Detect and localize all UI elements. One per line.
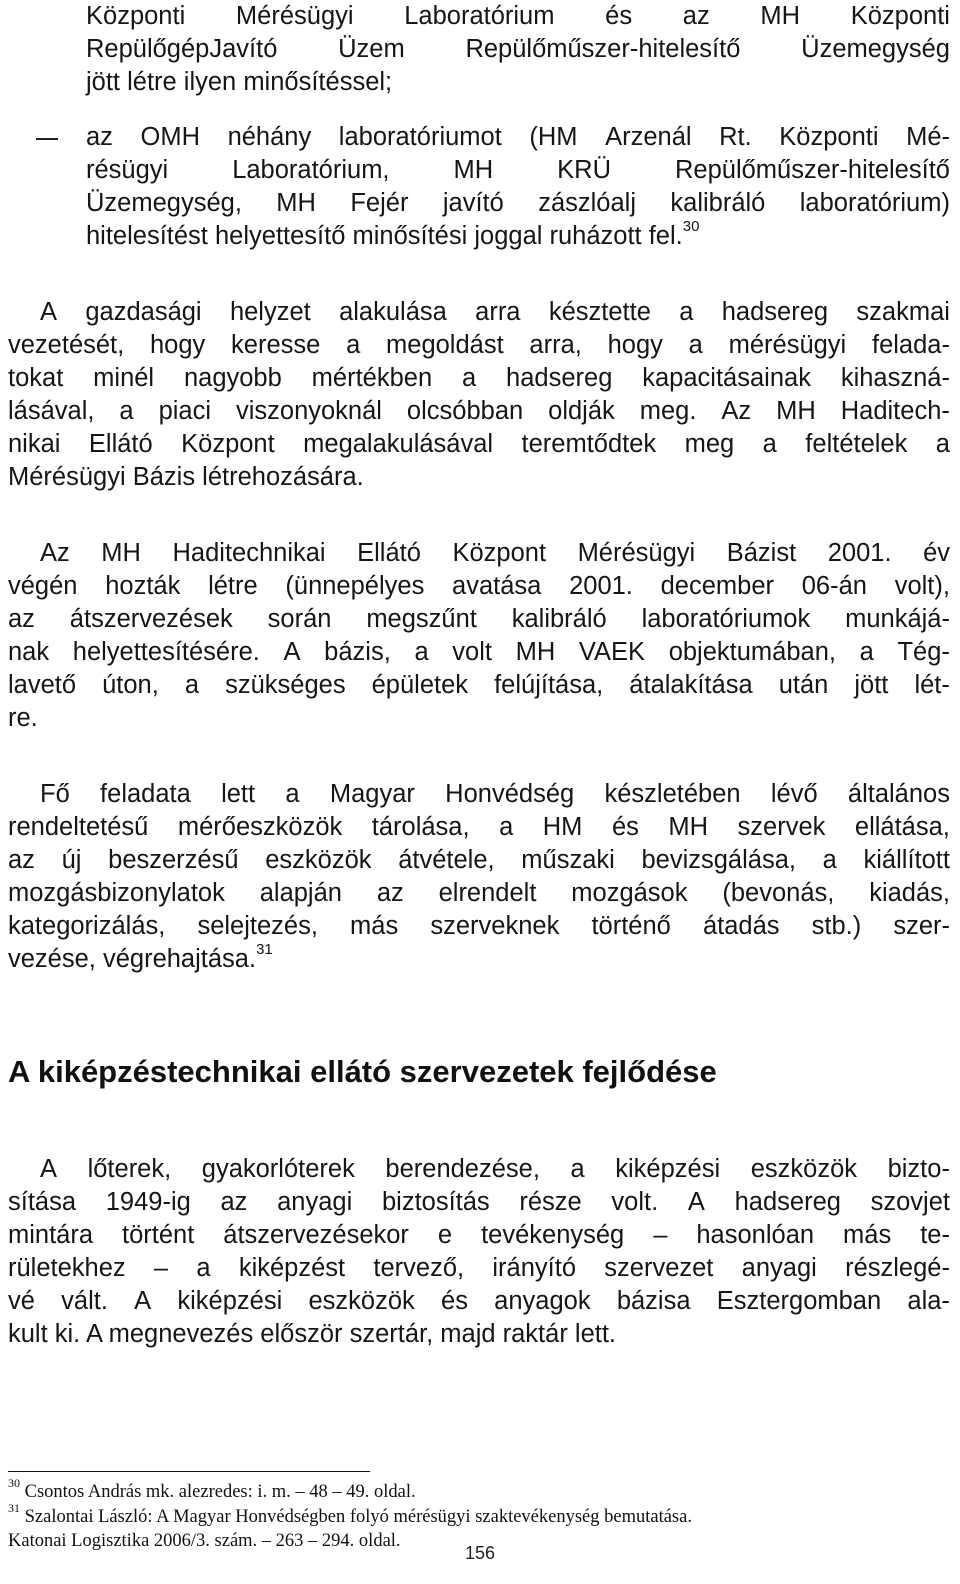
word: a [346, 331, 361, 359]
word: történő [591, 912, 671, 940]
word: épületek [371, 671, 469, 699]
word: Magyar [329, 780, 415, 808]
word: Központi [779, 123, 879, 151]
word: szervezet [604, 1254, 714, 1282]
word: helyettesítésére. [72, 638, 260, 666]
word: kiképzési [177, 1287, 283, 1315]
footnote-31 [8, 1500, 692, 1529]
word: Ellátó [88, 430, 153, 458]
text-line: kult ki. A megnevezés először szertár, majd raktár lett. [8, 1320, 617, 1348]
word: laboratórium) [799, 189, 950, 217]
word: HM [542, 813, 583, 841]
word: Mérésügyi [577, 539, 696, 567]
word: szükséges [225, 671, 346, 699]
word: úton, [102, 671, 159, 699]
word: Üzem [338, 35, 405, 63]
word: feltételek [805, 430, 908, 458]
word: (bevonás, [722, 879, 835, 907]
word: Üzemegység, [86, 189, 242, 217]
text-line [8, 395, 950, 428]
word: kalibráló [511, 605, 607, 633]
word: A [687, 1188, 705, 1216]
word: laboratóriumot [338, 123, 502, 151]
word: során [267, 605, 332, 633]
word: vezetését, [8, 331, 125, 359]
word: megoldást [386, 331, 504, 359]
text-line [8, 877, 950, 910]
text-line [8, 669, 950, 702]
word: bevizsgálása, [641, 846, 796, 874]
word: Központi [850, 2, 950, 30]
word: megalakulásával [303, 430, 494, 458]
word: tervező, [373, 1254, 465, 1282]
word: mérésügyi [728, 331, 847, 359]
word: Haditech- [840, 397, 950, 425]
word: Arzenál [605, 123, 692, 151]
word: szervek [737, 813, 826, 841]
word: volt [452, 638, 492, 666]
text-line [86, 33, 950, 66]
text-line [86, 187, 950, 220]
word: szerveknek [430, 912, 560, 940]
word: stb.) [811, 912, 862, 940]
word: MH [776, 397, 816, 425]
text-line [8, 811, 950, 844]
word: keresse [231, 331, 321, 359]
word: feladata [100, 780, 191, 808]
text-line [40, 1153, 950, 1186]
word: zászlóalj [538, 189, 636, 217]
word: lévő [770, 780, 818, 808]
text-line [40, 296, 950, 329]
word: az [376, 879, 404, 907]
word: hadsereg [734, 1188, 841, 1216]
text-line [8, 910, 950, 943]
word: sítása [8, 1188, 77, 1216]
word: kiadás, [869, 879, 950, 907]
word: Mérésügyi [235, 2, 354, 30]
word: biztosítás [381, 1188, 490, 1216]
text-line-content: hitelesítést helyettesítő minősítési joggal ruházott fel. [86, 222, 683, 250]
word: résügyi [86, 156, 169, 184]
word: Központi [86, 2, 186, 30]
word: munkájá- [845, 605, 950, 633]
word: a [859, 638, 874, 666]
word: Haditechnikai [172, 539, 326, 567]
word: MH [515, 638, 556, 666]
word: OMH [140, 123, 200, 151]
word: helyzet [229, 298, 311, 326]
word: az [682, 2, 710, 30]
footnote-number: 31 [8, 1500, 20, 1515]
word: hogy [607, 331, 663, 359]
word: 06-án [801, 572, 867, 600]
word: a [462, 364, 477, 392]
word: a [935, 430, 950, 458]
word: hadsereg [721, 298, 829, 326]
word: anyagok [494, 1287, 591, 1315]
word: Bázist [726, 539, 797, 567]
word: Központ [452, 539, 547, 567]
word: része [519, 1188, 582, 1216]
word: 2001. [569, 572, 633, 600]
footnote-text: Csontos András mk. alezredes: i. m. – 48 – 49. oldal. [24, 1482, 416, 1502]
list-dash-bullet [36, 138, 58, 140]
word: átadás [702, 912, 780, 940]
word: 2001. [827, 539, 892, 567]
word: készletében [604, 780, 741, 808]
text-line [8, 1252, 950, 1285]
word: rületekhez [8, 1254, 126, 1282]
word: Központ [181, 430, 275, 458]
text-line [8, 844, 950, 877]
word: A [134, 1287, 152, 1315]
word: új [61, 846, 82, 874]
word: a [285, 780, 300, 808]
word: a [184, 671, 200, 699]
text-line [86, 154, 950, 187]
word: viszonyoknál [235, 397, 382, 425]
word: a [679, 298, 694, 326]
word: eszközök [750, 1155, 858, 1183]
word: más [843, 1221, 892, 1249]
text-line [40, 778, 950, 811]
section-heading: A kiképzéstechnikai ellátó szervezetek fejlődése [8, 1054, 717, 1089]
word: kapacitásainak [642, 364, 811, 392]
text-line [8, 1219, 950, 1252]
word: mintára [8, 1221, 94, 1249]
word: laboratóriumok [641, 605, 811, 633]
word: Mé- [906, 123, 950, 151]
text-line [8, 570, 950, 603]
word: avatása [452, 572, 542, 600]
word: megszűnt [366, 605, 477, 633]
word: Esztergomban [716, 1287, 882, 1315]
text-line [8, 603, 950, 636]
word: rendeltetésű [8, 813, 149, 841]
word: a [499, 813, 514, 841]
word: Tég- [897, 638, 950, 666]
text-line [86, 121, 950, 154]
word: létre [208, 572, 258, 600]
word: az [86, 123, 113, 151]
word: a [762, 430, 777, 458]
word: tárolása, [371, 813, 470, 841]
word: – [653, 1221, 668, 1249]
word: A [283, 638, 301, 666]
footnote-31-continuation: Katonai Logisztika 2006/3. szám. – 263 – 294. oldal. [8, 1531, 401, 1551]
word: mértékben [311, 364, 433, 392]
word: VAEK [578, 638, 646, 666]
word: arra, [529, 331, 582, 359]
word: Repülőműszer-hitelesítő [465, 35, 741, 63]
word: általános [847, 780, 950, 808]
text-line [8, 940, 273, 976]
word: kalibráló [670, 189, 766, 217]
word: néhány [227, 123, 312, 151]
word: Honvédség [445, 780, 575, 808]
word: KRÜ [557, 156, 612, 184]
word: vált. [61, 1287, 108, 1315]
word: alapján [259, 879, 342, 907]
word: bázis, [324, 638, 391, 666]
text-line [86, 0, 950, 33]
word: szakmai [856, 298, 950, 326]
word: hozták [105, 572, 181, 600]
word: év [923, 539, 950, 567]
word: e [437, 1221, 453, 1249]
word: hogy [149, 331, 206, 359]
word: (HM [529, 123, 578, 151]
word: volt. [611, 1188, 659, 1216]
word: bizto- [887, 1155, 950, 1183]
word: MH [668, 813, 709, 841]
word: Üzemegység [801, 35, 950, 63]
word: átvétele, [398, 846, 495, 874]
text-line-content: vezése, végrehajtása. [8, 945, 257, 973]
word: irányító [492, 1254, 576, 1282]
word: Laboratórium [404, 2, 555, 30]
word: kiképzést [238, 1254, 346, 1282]
word: kihaszná- [840, 364, 950, 392]
word: történt [122, 1221, 195, 1249]
text-line [8, 636, 950, 669]
word: az [8, 846, 35, 874]
text-line [8, 329, 950, 362]
word: eszközök [265, 846, 372, 874]
word: – [153, 1254, 169, 1282]
word: elrendelt [438, 879, 537, 907]
word: kiképzési [615, 1155, 721, 1183]
footnote-number: 30 [8, 1475, 20, 1490]
word: nagyobb [183, 364, 282, 392]
word: meg [684, 430, 735, 458]
word: Laboratórium, [232, 156, 390, 184]
word: műszaki [521, 846, 615, 874]
word: a [822, 846, 837, 874]
word: minél [93, 364, 155, 392]
word: átalakítása [629, 671, 753, 699]
word: eszközök [308, 1287, 415, 1315]
word: és [605, 2, 633, 30]
word: szer- [893, 912, 950, 940]
word: hasonlóan [696, 1221, 815, 1249]
word: Ellátó [357, 539, 421, 567]
word: késztette [548, 298, 651, 326]
word: vé [8, 1287, 35, 1315]
word: jött [854, 671, 889, 699]
word: Fejér [350, 189, 409, 217]
footnote-text: Szalontai László: A Magyar Honvédségben folyó mérésügyi szaktevékenység bemutatása. [24, 1507, 692, 1527]
word: átszervezések [69, 605, 233, 633]
word: meg. [639, 397, 697, 425]
word: lőterek, [87, 1155, 172, 1183]
word: után [778, 671, 829, 699]
word: a [688, 331, 703, 359]
word: lett [221, 780, 256, 808]
text-line [8, 1186, 950, 1219]
word: berendezése, [385, 1155, 540, 1183]
word: MH [101, 539, 141, 567]
word: nak [8, 638, 50, 666]
word: gyakorlóterek [201, 1155, 355, 1183]
word: arra [475, 298, 521, 326]
word: lavető [8, 671, 77, 699]
word: MH [760, 2, 801, 30]
word: felada- [871, 331, 950, 359]
word: és [441, 1287, 468, 1315]
word: te- [920, 1221, 950, 1249]
word: 1949-ig [105, 1188, 191, 1216]
word: mozgásbizonylatok [8, 879, 225, 907]
word: olcsóbban [406, 397, 524, 425]
word: Az [721, 397, 752, 425]
word: Az [40, 539, 70, 567]
word: a [196, 1254, 211, 1282]
word: tokat [8, 364, 64, 392]
word: beszerzésű [108, 846, 239, 874]
text-line [8, 428, 950, 461]
text-line: re. [8, 704, 38, 732]
word: hadsereg [506, 364, 613, 392]
word: anyagi [741, 1254, 817, 1282]
word: Rt. [719, 123, 752, 151]
word: az [220, 1188, 248, 1216]
word: nikai [8, 430, 61, 458]
text-line [8, 362, 950, 395]
word: (ünnepélyes [285, 572, 425, 600]
word: anyagi [277, 1188, 353, 1216]
word: A [40, 298, 58, 326]
word: alakulása [339, 298, 447, 326]
word: teremtődtek [521, 430, 657, 458]
word: átszervezésekor [223, 1221, 409, 1249]
word: részlegé- [845, 1254, 950, 1282]
word: mozgások [571, 879, 688, 907]
word: kiállított [863, 846, 950, 874]
word: ellátása, [854, 813, 950, 841]
word: bázisa [616, 1287, 691, 1315]
text-line: jött létre ilyen minősítéssel; [86, 68, 393, 96]
word: javító [442, 189, 504, 217]
word: kategorizálás, [8, 912, 166, 940]
word: lásával, [8, 397, 95, 425]
word: piaci [158, 397, 212, 425]
word: objektumában, [668, 638, 836, 666]
text-line [40, 537, 950, 570]
word: Repülőműszer-hitelesítő [675, 156, 950, 184]
text-line [86, 217, 700, 253]
page-number: 156 [464, 1543, 496, 1563]
word: A [40, 1155, 58, 1183]
footnote-ref-31[interactable]: 31 [256, 940, 273, 958]
word: más [350, 912, 399, 940]
word: felújítása, [494, 671, 604, 699]
footnote-separator [8, 1471, 370, 1472]
word: végén [8, 572, 78, 600]
word: Fő [40, 780, 70, 808]
word: gazdasági [85, 298, 202, 326]
word: oldják [548, 397, 615, 425]
word: lét- [914, 671, 950, 699]
word: selejtezés, [197, 912, 318, 940]
word: szovjet [870, 1188, 950, 1216]
word: tevékenység [481, 1221, 625, 1249]
word: a [570, 1155, 585, 1183]
word: december [660, 572, 775, 600]
word: a [414, 638, 429, 666]
text-line [8, 1285, 950, 1318]
word: az [8, 605, 35, 633]
text-line: Mérésügyi Bázis létrehozására. [8, 463, 364, 491]
word: a [119, 397, 134, 425]
word: RepülőgépJavító [86, 35, 278, 63]
word: ala- [907, 1287, 950, 1315]
word: és [611, 813, 639, 841]
footnote-30 [8, 1475, 416, 1504]
word: MH [453, 156, 494, 184]
word: volt), [894, 572, 950, 600]
word: mérőeszközök [177, 813, 343, 841]
word: MH [276, 189, 316, 217]
footnote-ref-30[interactable]: 30 [682, 217, 700, 235]
